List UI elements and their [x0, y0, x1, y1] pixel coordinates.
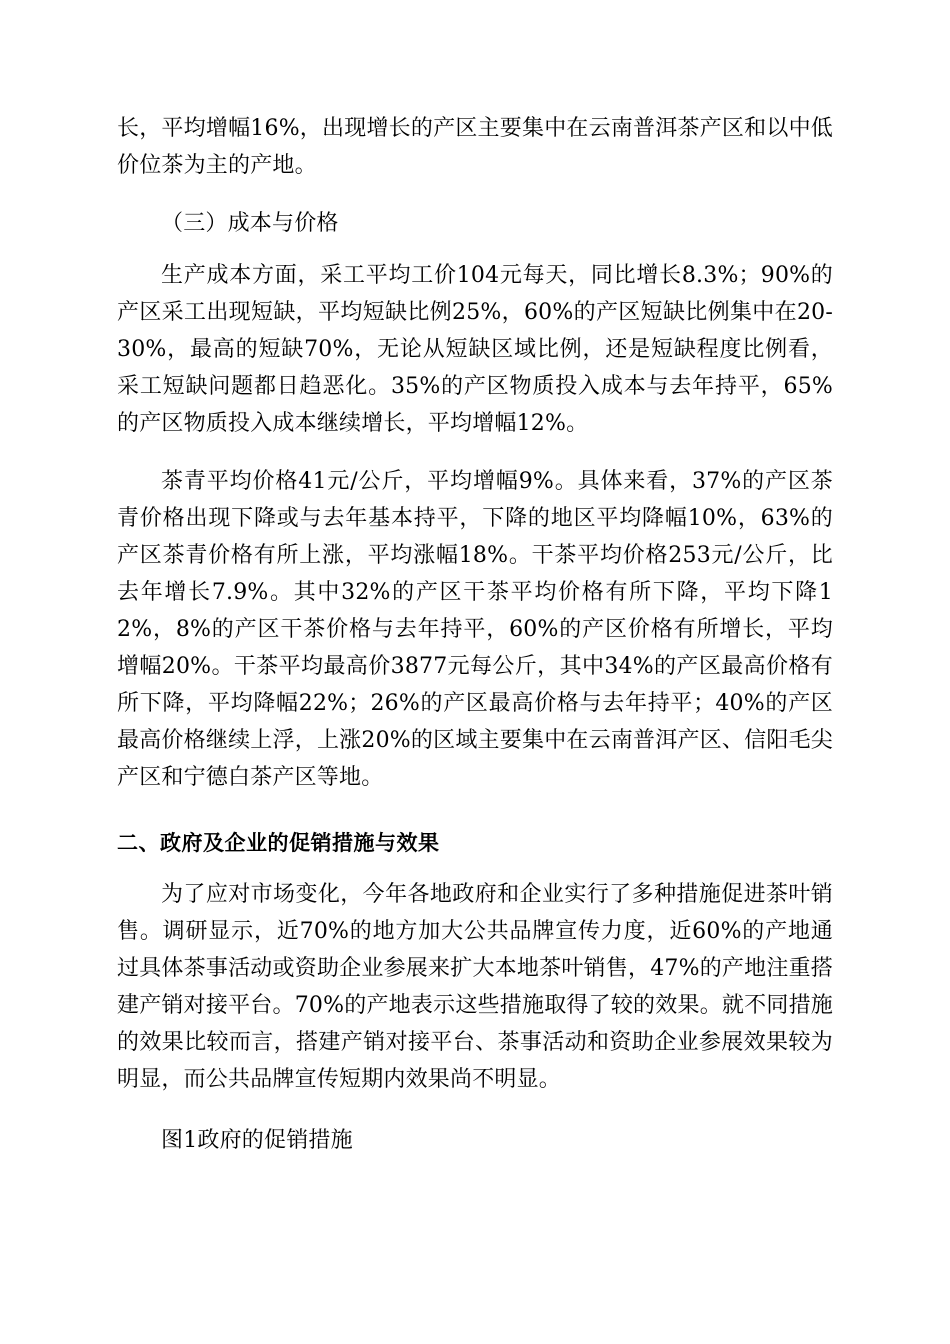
- section-heading-promotion: 二、政府及企业的促销措施与效果: [117, 831, 440, 855]
- paragraph-promotion-measures: 为了应对市场变化，今年各地政府和企业实行了多种措施促进茶叶销售。调研显示，近70%的地方加大公共品牌宣传力度，近60%的产地通过具体茶事活动或资助企业参展来扩大本地茶叶销售，47%的产地注重搭建产销对接平台。70%的产地表示这些措施取得了较的效果。就不同措施的效果比较而言，搭建产销对接平台、茶事活动和资助企业参展效果较为明显，而公共品牌宣传短期内效果尚不明显。: [117, 882, 833, 1092]
- paragraph-tea-prices: 茶青平均价格41元/公斤，平均增幅9%。具体来看，37%的产区茶青价格出现下降或与去年基本持平，下降的地区平均降幅10%，63%的产区茶青价格有所上涨，平均涨幅18%。干茶平均价格253元/公斤，比去年增长7.9%。其中32%的产区干茶平均价格有所下降，平均下降12%，8%的产区干茶价格与去年持平，60%的产区价格有所增长，平均增幅20%。干茶平均最高价3877元每公斤，其中34%的产区最高价格有所下降，平均降幅22%；26%的产区最高价格与去年持平；40%的产区最高价格继续上浮，上涨20%的区域主要集中在云南普洱产区、信阳毛尖产区和宁德白茶产区等地。: [117, 469, 833, 790]
- subheading-cost-and-price: （三）成本与价格: [161, 211, 339, 236]
- paragraph-production-cost: 生产成本方面，采工平均工价104元每天，同比增长8.3%；90%的产区采工出现短缺，平均短缺比例25%，60%的产区短缺比例集中在20-30%，最高的短缺70%，无论从短缺区域比例，还是短缺程度比例看，采工短缺问题都日趋恶化。35%的产区物质投入成本与去年持平，65%的产区物质投入成本继续增长，平均增幅12%。: [117, 263, 833, 436]
- figure-caption: 图1政府的促销措施: [161, 1128, 353, 1153]
- paragraph-continued: 长，平均增幅16%，出现增长的产区主要集中在云南普洱茶产区和以中低价位茶为主的产地。: [117, 116, 833, 178]
